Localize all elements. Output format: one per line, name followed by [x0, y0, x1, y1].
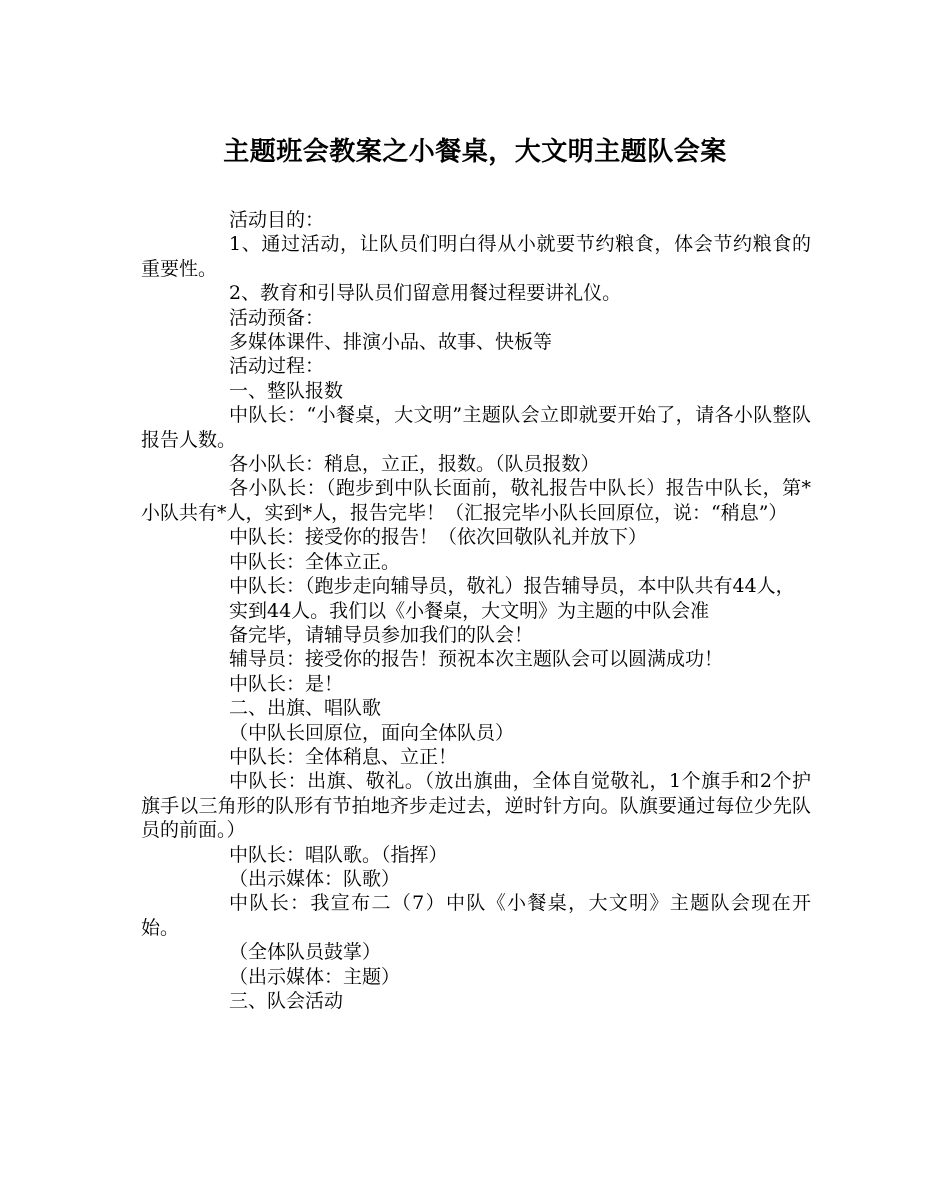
document-title: 主题班会教案之小餐桌，大文明主题队会案 [223, 137, 727, 167]
paragraph: 多媒体课件、排演小品、故事、快板等 [229, 331, 553, 354]
paragraph: （出示媒体：队歌） [229, 867, 401, 890]
paragraph: 各小队长：稍息，立正，报数。（队员报数） [229, 453, 600, 476]
paragraph: 活动目的： [229, 209, 325, 231]
paragraph: （全体队员鼓掌） [229, 941, 382, 964]
paragraph: 1、通过活动，让队员们明白得从小就要节约粮食，体会节约粮食的重要性。 [141, 233, 811, 280]
paragraph: 中队长：我宣布二（7）中队《小餐桌，大文明》主题队会现在开始。 [141, 892, 811, 939]
paragraph: 各小队长：（跑步到中队长面前，敬礼报告中队长）报告中队长，第*小队共有*人，实到*人，报告完毕！（汇报完毕小队长回原位，说：“稍息”） [141, 477, 811, 524]
document-body [141, 208, 811, 1013]
paragraph: 实到44人。我们以《小餐桌，大文明》为主题的中队会准 [229, 599, 710, 622]
paragraph: 中队长：全体稍息、立正！ [229, 745, 458, 768]
paragraph: 中队长：接受你的报告！（依次回敬队礼并放下） [229, 526, 648, 549]
paragraph: 中队长：唱队歌。（指挥） [229, 843, 448, 866]
paragraph: 中队长：（跑步走向辅导员，敬礼）报告辅导员，本中队共有44人， [229, 575, 795, 598]
paragraph: （中队长回原位，面向全体队员） [229, 721, 515, 744]
paragraph: 三、队会活动 [229, 990, 344, 1012]
paragraph: 中队长：全体立正。 [229, 550, 401, 573]
paragraph: 辅导员：接受你的报告！预祝本次主题队会可以圆满成功！ [229, 648, 724, 671]
paragraph: 备完毕，请辅导员参加我们的队会！ [229, 623, 534, 646]
paragraph: 中队长：出旗、敬礼。（放出旗曲，全体自觉敬礼，1个旗手和2个护旗手以三角形的队形有节拍地齐步走过去，逆时针方向。队旗要通过每位少先队员的前面。） [141, 770, 811, 842]
paragraph: 活动过程： [229, 355, 325, 378]
paragraph: 中队长：是！ [229, 672, 344, 695]
paragraph: （出示媒体：主题） [229, 965, 401, 988]
paragraph: 中队长：“小餐桌，大文明”主题队会立即就要开始了，请各小队整队报告人数。 [141, 404, 811, 451]
paragraph: 二、出旗、唱队歌 [229, 697, 382, 720]
paragraph: 活动预备： [229, 306, 325, 329]
paragraph: 2、教育和引导队员们留意用餐过程要讲礼仪。 [229, 282, 622, 305]
paragraph: 一、整队报数 [229, 379, 344, 402]
